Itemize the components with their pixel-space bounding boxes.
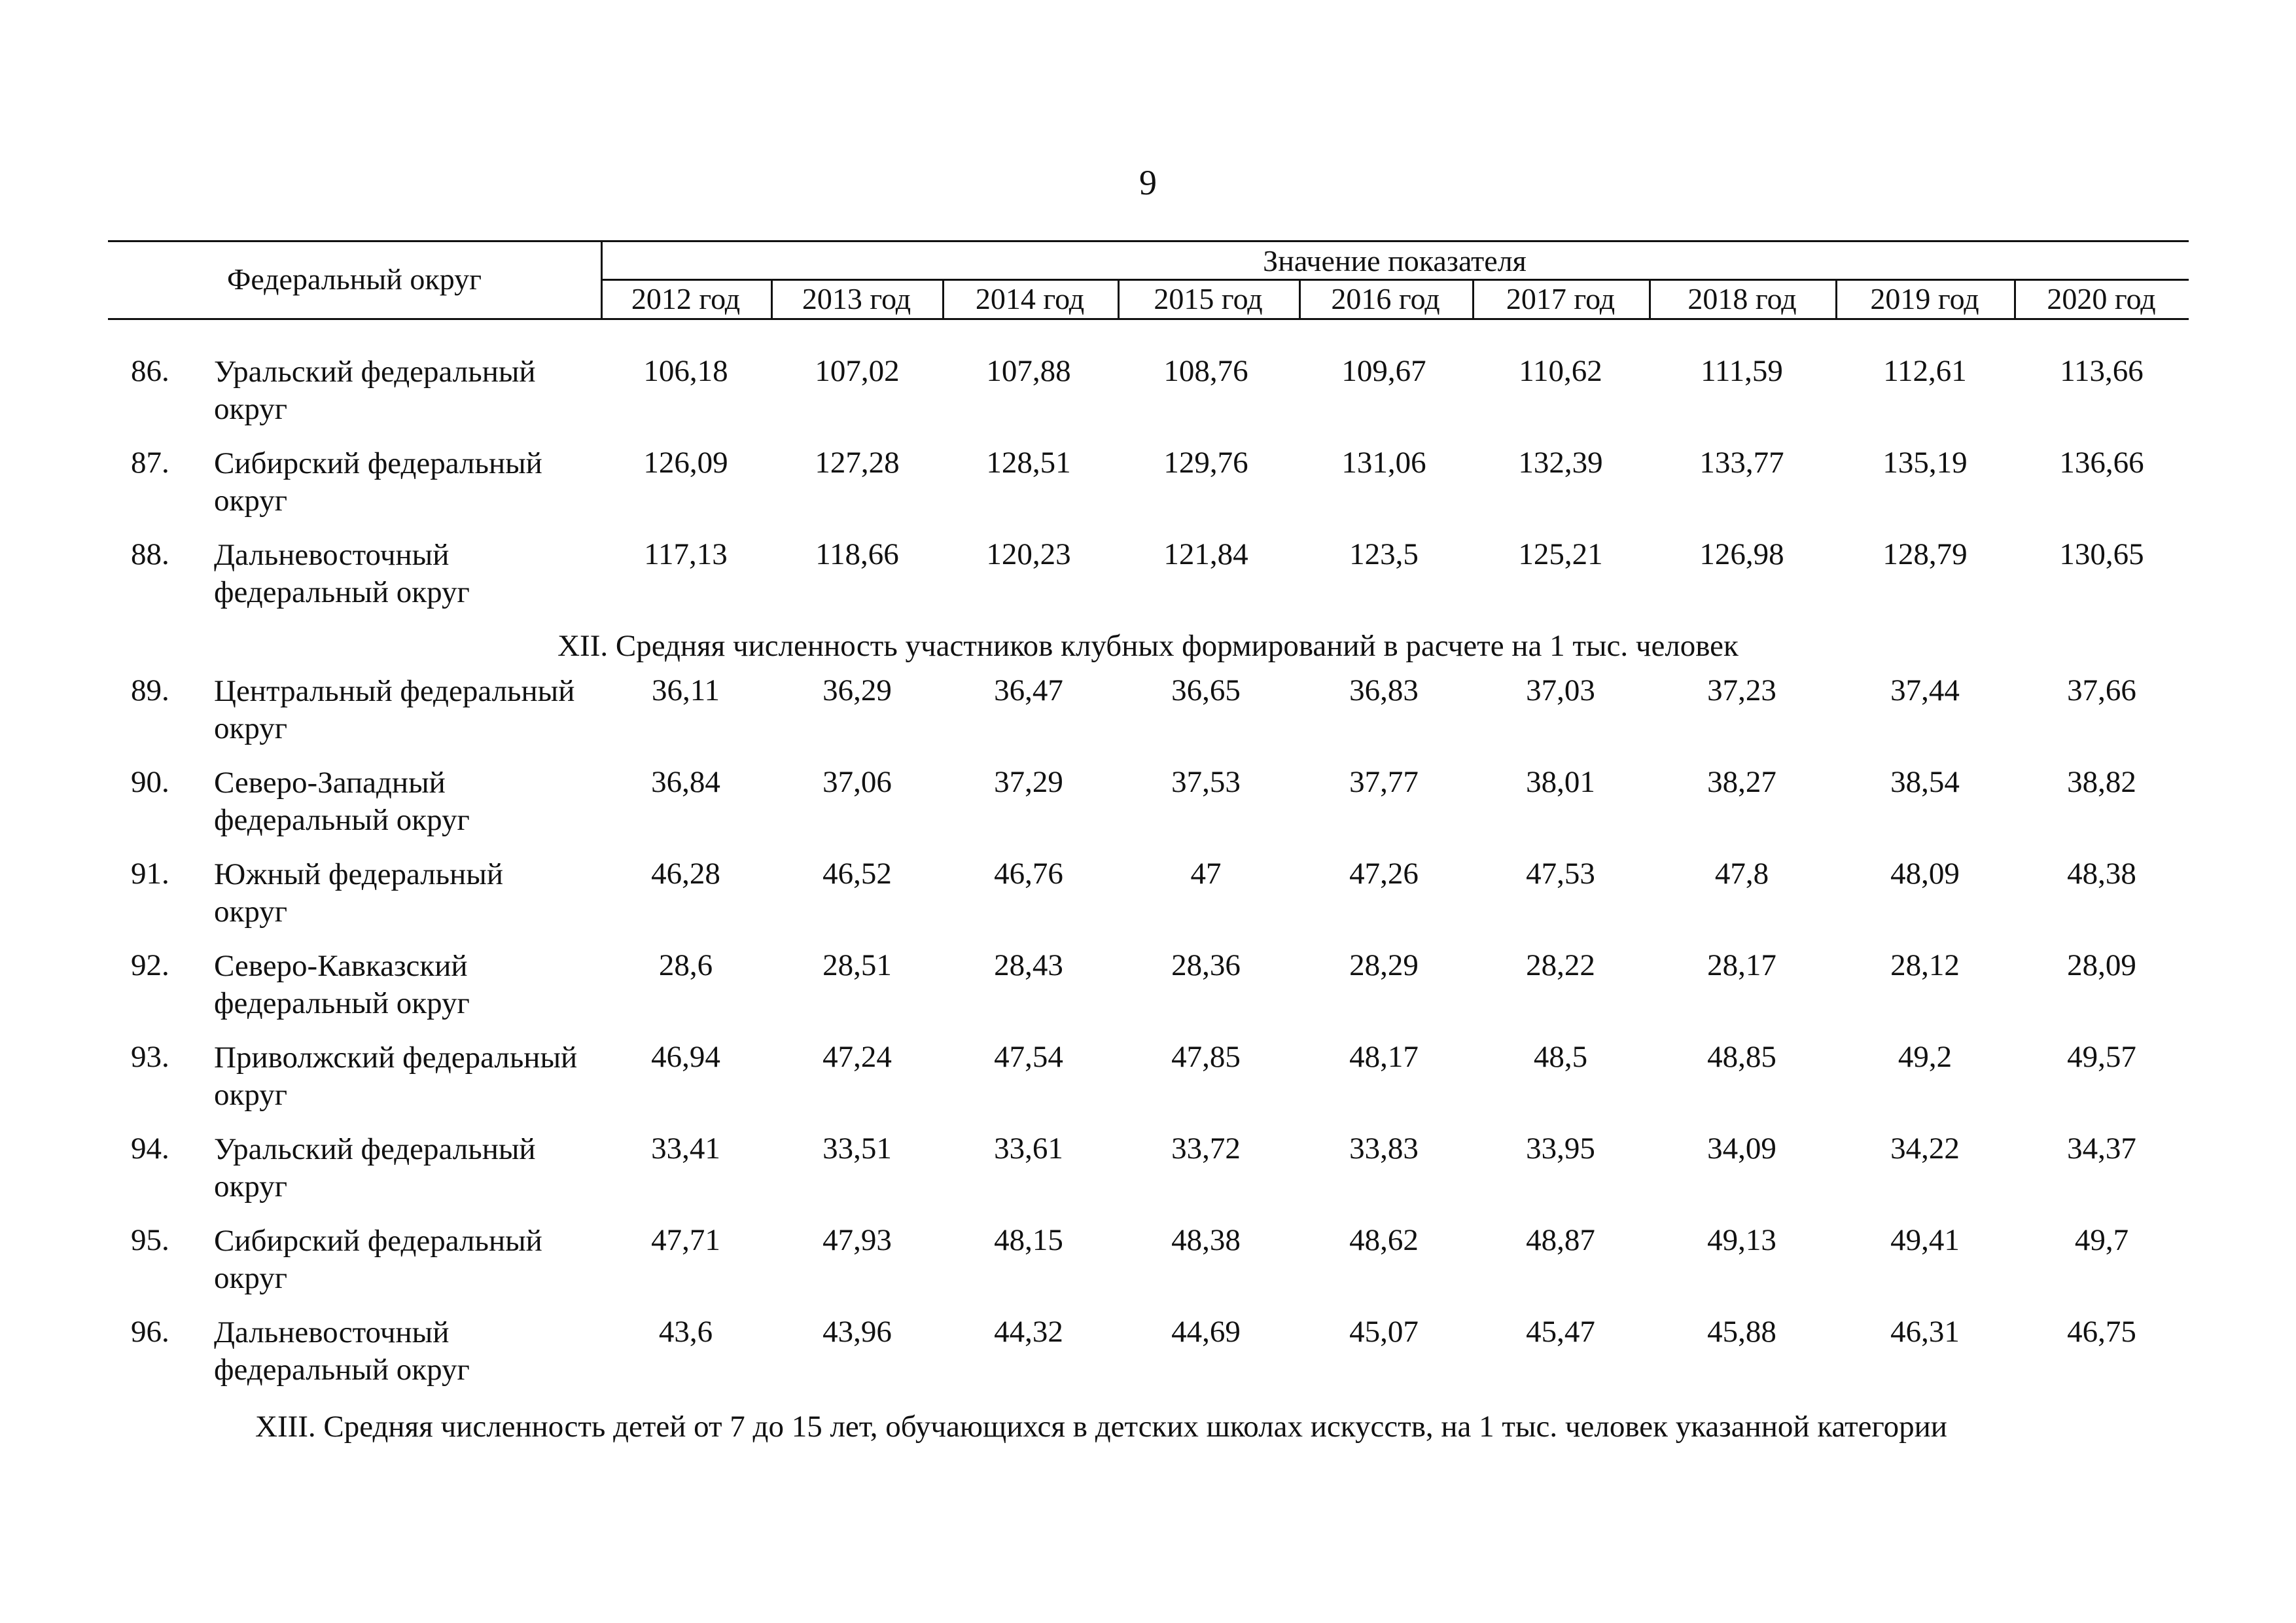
value-cell: 46,75: [2067, 1315, 2136, 1349]
value-cell: 118,66: [815, 537, 899, 571]
district-name: Уральский федеральный округ: [214, 355, 536, 426]
row-number: 87.: [131, 446, 169, 480]
value-cell: 111,59: [1701, 354, 1783, 388]
value-cell: 33,51: [822, 1132, 892, 1166]
row-number: 89.: [131, 673, 169, 707]
row-number: 88.: [131, 537, 169, 571]
year-header: 2013 год: [802, 282, 911, 315]
value-cell: 110,62: [1519, 354, 1602, 388]
value-cell: 28,12: [1890, 948, 1960, 982]
value-cell: 28,29: [1349, 948, 1419, 982]
year-header: 2020 год: [2047, 282, 2156, 315]
value-cell: 49,2: [1898, 1040, 1952, 1074]
row-number: 90.: [131, 765, 169, 799]
value-cell: 28,09: [2067, 948, 2136, 982]
year-header: 2018 год: [1687, 282, 1797, 315]
value-cell: 44,32: [994, 1315, 1063, 1349]
value-cell: 47,71: [651, 1223, 720, 1257]
value-cell: 48,62: [1349, 1223, 1419, 1257]
row-number: 96.: [131, 1315, 169, 1349]
value-cell: 38,54: [1890, 765, 1960, 799]
table-row: [0, 764, 2296, 856]
district-name: Северо-Кавказский федеральный округ: [214, 949, 470, 1020]
header-top-rule: [108, 240, 2189, 242]
value-cell: 45,88: [1707, 1315, 1776, 1349]
year-header: 2012 год: [631, 282, 741, 315]
value-cell: 47: [1190, 857, 1222, 891]
value-cell: 125,21: [1518, 537, 1603, 571]
value-cell: 36,47: [994, 673, 1063, 707]
value-cell: 37,03: [1526, 673, 1595, 707]
value-cell: 48,17: [1349, 1040, 1419, 1074]
value-cell: 131,06: [1341, 446, 1426, 480]
table-row: [0, 1222, 2296, 1314]
value-cell: 47,8: [1714, 857, 1769, 891]
row-number: 92.: [131, 948, 169, 982]
value-cell: 47,53: [1526, 857, 1595, 891]
value-cell: 127,28: [815, 446, 900, 480]
value-cell: 43,96: [822, 1315, 892, 1349]
table-row: [0, 537, 2296, 628]
value-cell: 45,47: [1526, 1315, 1595, 1349]
value-cell: 107,88: [986, 354, 1071, 388]
value-cell: 33,83: [1349, 1132, 1419, 1166]
year-header: 2019 год: [1870, 282, 1979, 315]
value-cell: 106,18: [643, 354, 728, 388]
value-cell: 120,23: [986, 537, 1071, 571]
district-name: Уральский федеральный округ: [214, 1132, 536, 1204]
value-cell: 36,11: [651, 673, 720, 707]
value-cell: 45,07: [1349, 1315, 1419, 1349]
value-cell: 48,38: [2067, 857, 2136, 891]
value-cell: 46,52: [822, 857, 892, 891]
value-cell: 37,77: [1349, 765, 1419, 799]
value-cell: 49,7: [2074, 1223, 2129, 1257]
value-cell: 46,76: [994, 857, 1063, 891]
value-cell: 43,6: [658, 1315, 713, 1349]
value-cell: 46,28: [651, 857, 720, 891]
table-row: [0, 445, 2296, 537]
value-cell: 135,19: [1882, 446, 1968, 480]
value-cell: 28,51: [822, 948, 892, 982]
value-cell: 28,17: [1707, 948, 1776, 982]
row-number: 93.: [131, 1040, 169, 1074]
value-cell: 44,69: [1171, 1315, 1241, 1349]
value-cell: 37,23: [1707, 673, 1776, 707]
value-cell: 133,77: [1699, 446, 1784, 480]
page-number: 9: [1139, 163, 1157, 202]
value-cell: 126,98: [1699, 537, 1784, 571]
value-cell: 37,44: [1890, 673, 1960, 707]
value-cell: 37,29: [994, 765, 1063, 799]
section-heading-row: [0, 1409, 2296, 1454]
value-cell: 34,22: [1890, 1132, 1960, 1166]
value-cell: 130,65: [2059, 537, 2144, 571]
row-number: 86.: [131, 354, 169, 388]
value-cell: 47,24: [822, 1040, 892, 1074]
value-cell: 36,29: [822, 673, 892, 707]
value-cell: 49,41: [1890, 1223, 1960, 1257]
year-header: 2014 год: [975, 282, 1085, 315]
value-cell: 49,57: [2067, 1040, 2136, 1074]
value-cell: 117,13: [644, 537, 728, 571]
value-cell: 123,5: [1349, 537, 1419, 571]
district-name: Южный федеральный округ: [214, 857, 504, 929]
value-cell: 36,84: [651, 765, 720, 799]
value-cell: 38,01: [1526, 765, 1595, 799]
value-cell: 48,85: [1707, 1040, 1776, 1074]
value-cell: 28,36: [1171, 948, 1241, 982]
table-body: [0, 353, 2296, 1454]
table-row: [0, 1314, 2296, 1406]
value-cell: 108,76: [1163, 354, 1248, 388]
value-cell: 132,39: [1518, 446, 1603, 480]
table-row: [0, 673, 2296, 764]
district-name: Сибирский федеральный округ: [214, 1224, 542, 1295]
table-row: [0, 1039, 2296, 1131]
value-cell: 28,22: [1526, 948, 1595, 982]
value-cell: 47,85: [1171, 1040, 1241, 1074]
value-cell: 47,54: [994, 1040, 1063, 1074]
district-name: Центральный федеральный округ: [214, 674, 575, 745]
value-cell: 28,43: [994, 948, 1063, 982]
year-header: 2015 год: [1154, 282, 1263, 315]
section-heading-row: [0, 628, 2296, 673]
district-name: Дальневосточный федеральный округ: [214, 538, 470, 609]
value-cell: 48,15: [994, 1223, 1063, 1257]
value-cell: 129,76: [1163, 446, 1248, 480]
value-cell: 37,53: [1171, 765, 1241, 799]
value-cell: 109,67: [1341, 354, 1426, 388]
year-header: 2016 год: [1331, 282, 1440, 315]
value-cell: 38,27: [1707, 765, 1776, 799]
district-name: Северо-Западный федеральный округ: [214, 766, 470, 837]
value-cell: 34,09: [1707, 1132, 1776, 1166]
value-cell: 38,82: [2067, 765, 2136, 799]
value-cell: 33,61: [994, 1132, 1063, 1166]
value-cell: 33,72: [1171, 1132, 1241, 1166]
section-title: XII. Средняя численность участников клубных формирований в расчете на 1 тыс. человек: [557, 629, 1739, 663]
row-number: 94.: [131, 1132, 169, 1166]
value-cell: 107,02: [815, 354, 900, 388]
value-cell: 48,5: [1533, 1040, 1588, 1074]
header-bottom-rule: [108, 318, 2189, 320]
row-number: 91.: [131, 857, 169, 891]
value-cell: 128,51: [986, 446, 1071, 480]
value-cell: 112,61: [1883, 354, 1967, 388]
value-cell: 46,31: [1890, 1315, 1960, 1349]
value-cell: 33,95: [1526, 1132, 1595, 1166]
table-row: [0, 856, 2296, 948]
value-cell: 121,84: [1163, 537, 1248, 571]
value-cell: 33,41: [651, 1132, 720, 1166]
value-cell: 49,13: [1707, 1223, 1776, 1257]
value-cell: 36,65: [1171, 673, 1241, 707]
value-cell: 37,06: [822, 765, 892, 799]
value-cell: 48,38: [1171, 1223, 1241, 1257]
value-cell: 46,94: [651, 1040, 720, 1074]
years-top-rule: [601, 279, 2189, 281]
value-cell: 126,09: [643, 446, 728, 480]
district-name: Приволжский федеральный округ: [214, 1041, 578, 1112]
value-cell: 37,66: [2067, 673, 2136, 707]
value-cell: 47,93: [822, 1223, 892, 1257]
value-cell: 128,79: [1882, 537, 1968, 571]
value-group-header: Значение показателя: [1263, 244, 1527, 277]
value-cell: 113,66: [2060, 354, 2144, 388]
table-row: [0, 353, 2296, 445]
district-name: Дальневосточный федеральный округ: [214, 1315, 470, 1387]
value-cell: 36,83: [1349, 673, 1419, 707]
value-cell: 34,37: [2067, 1132, 2136, 1166]
value-cell: 48,09: [1890, 857, 1960, 891]
value-cell: 28,6: [658, 948, 713, 982]
value-cell: 47,26: [1349, 857, 1419, 891]
table-row: [0, 948, 2296, 1039]
year-header: 2017 год: [1506, 282, 1616, 315]
value-cell: 136,66: [2059, 446, 2144, 480]
district-column-header: Федеральный округ: [227, 262, 482, 296]
section-title: XIII. Средняя численность детей от 7 до 15 лет, обучающихся в детских школах искусств, на 1 тыс. человек указанной категории: [255, 1410, 1947, 1444]
row-number: 95.: [131, 1223, 169, 1257]
table-row: [0, 1131, 2296, 1222]
value-cell: 48,87: [1526, 1223, 1595, 1257]
district-name: Сибирский федеральный округ: [214, 446, 542, 518]
